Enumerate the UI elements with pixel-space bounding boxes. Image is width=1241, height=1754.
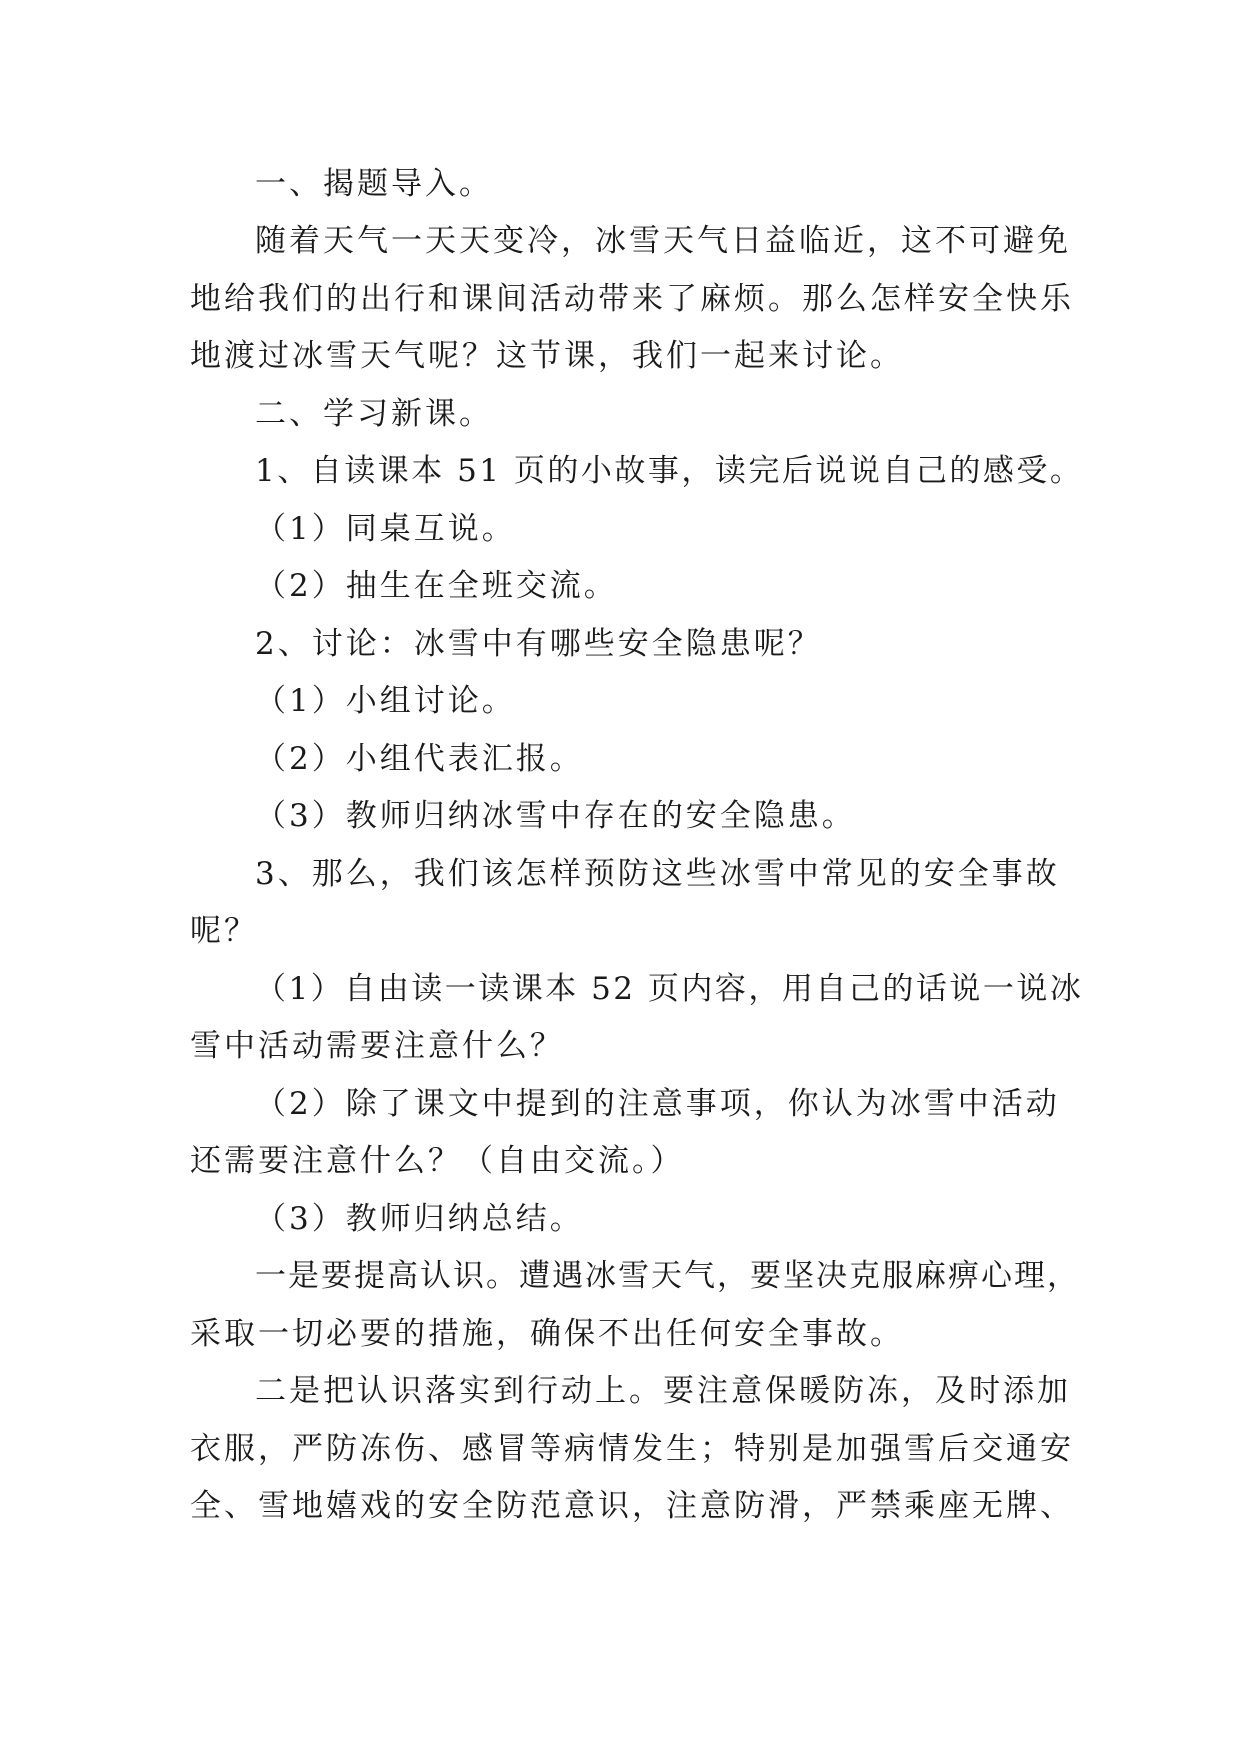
section-heading-new-lesson: 二、学习新课。: [255, 396, 493, 432]
list-item: （2）小组代表汇报。: [255, 741, 584, 777]
list-item: （2）抽生在全班交流。: [255, 568, 618, 604]
list-item: （1）小组讨论。: [255, 683, 516, 719]
paragraph-line: 地渡过冰雪天气呢？这节课，我们一起来讨论。: [190, 338, 904, 374]
paragraph-line: 二是把认识落实到行动上。要注意保暖防冻，及时添加: [255, 1373, 1071, 1409]
list-item: （3）教师归纳总结。: [255, 1201, 584, 1237]
paragraph-line: 全、雪地嬉戏的安全防范意识，注意防滑，严禁乘座无牌、: [190, 1488, 1074, 1524]
list-item: 3、那么，我们该怎样预防这些冰雪中常见的安全事故: [255, 856, 1060, 892]
paragraph-line: 随着天气一天天变冷，冰雪天气日益临近，这不可避免: [255, 223, 1071, 259]
paragraph-line: 地给我们的出行和课间活动带来了麻烦。那么怎样安全快乐: [190, 281, 1074, 317]
paragraph-line: 还需要注意什么？（自由交流。）: [190, 1143, 685, 1179]
paragraph-line: 采取一切必要的措施，确保不出任何安全事故。: [190, 1316, 904, 1352]
paragraph-line: 一是要提高认识。遭遇冰雪天气，要坚决克服麻痹心理，: [255, 1258, 1080, 1294]
list-item: （1）自由读一读课本 52 页内容，用自己的话说一说冰: [255, 971, 1084, 1007]
paragraph-line: 衣服，严防冻伤、感冒等病情发生；特别是加强雪后交通安: [190, 1431, 1074, 1467]
list-item: （2）除了课文中提到的注意事项，你认为冰雪中活动: [255, 1086, 1060, 1122]
list-item: 1、自读课本 51 页的小故事，读完后说说自己的感受。: [255, 453, 1084, 489]
paragraph-line: 雪中活动需要注意什么？: [190, 1028, 564, 1064]
list-item: 2、讨论：冰雪中有哪些安全隐患呢？: [255, 626, 822, 662]
list-item: （3）教师归纳冰雪中存在的安全隐患。: [255, 798, 856, 834]
paragraph-line: 呢？: [190, 913, 258, 949]
section-heading-intro: 一、揭题导入。: [255, 166, 493, 202]
list-item: （1）同桌互说。: [255, 511, 516, 547]
